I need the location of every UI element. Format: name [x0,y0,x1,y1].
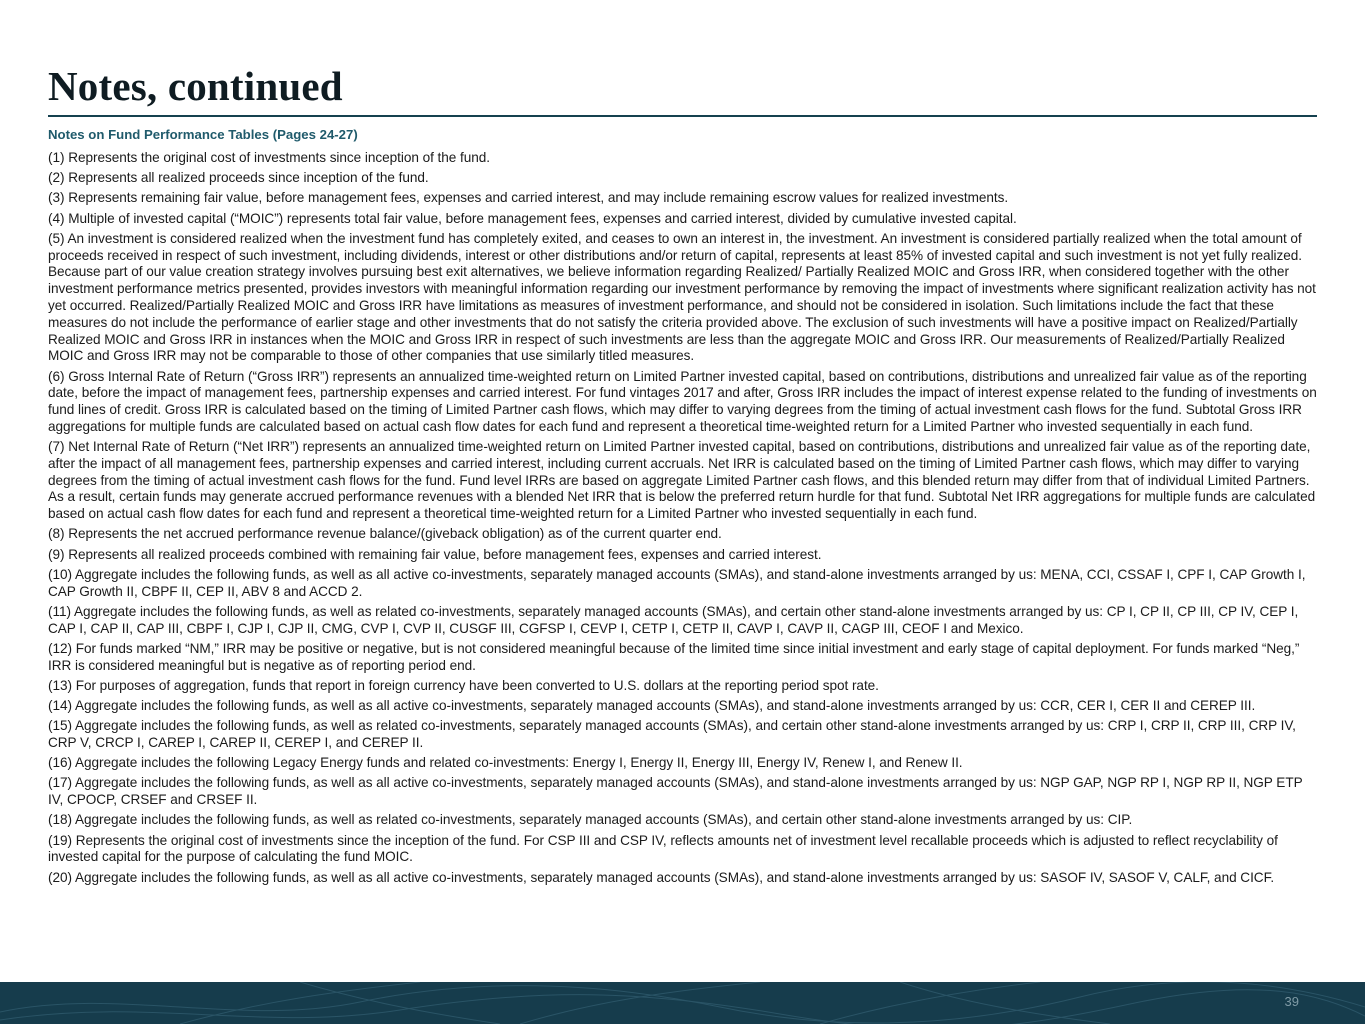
note-15: (15) Aggregate includes the following funds, as well as related co-investments, separately managed accounts (SMAs), and certain other stand-alone investments arranged by us: CRP I, CRP II, CRP III, CRP IV, CRP V, CRCP I, CAREP I, CAREP II, CEREP I, and CEREP II. [48,718,1296,750]
note-9: (9) Represents all realized proceeds combined with remaining fair value, before management fees, expenses and carried interest. [48,546,822,562]
note-11: (11) Aggregate includes the following funds, as well as related co-investments, separately managed accounts (SMAs), and certain other stand-alone investments arranged by us: CP I, CP II, CP III, CP IV, CEP I, CAP I, CAP II, CAP III, CBPF I, CJP I, CJP II, CMG, CVP I, CVP II, CUSGF III, CGFSP I, CEVP I, CETP I, CETP II, CAVP I, CAVP II, CAGP III, CEOF I and Mexico. [48,603,1299,636]
note-1: (1) Represents the original cost of investments since inception of the fund. [48,150,491,165]
note-6: (6) Gross Internal Rate of Return (“Gross IRR”) represents an annualized time-weighted return on Limited Partner invested capital, based on contributions, distributions and unrealized fair value as of the reporting date, before the impact of management fees, partnership expenses and carried interest. For fund vintages 2017 and after, Gross IRR includes the impact of interest expense related to the funding of investments on fund lines of credit. Gross IRR is calculated based on the timing of Limited Partner cash flows, which may differ to varying degrees from the timing of actual investment cash flows for the fund. Subtotal Gross IRR aggregations for multiple funds are calculated based on actual cash flow dates for each fund and represent a theoretical time-weighted return for a Limited Partner who invested sequentially in each fund. [48,368,1317,434]
note-16: (16) Aggregate includes the following Legacy Energy funds and related co-investments: Energy I, Energy II, Energy III, Energy IV, Renew I, and Renew II. [48,755,963,771]
footer-band [0,982,1365,1024]
title-divider [48,115,1317,117]
note-17: (17) Aggregate includes the following funds, as well as all active co-investments, separately managed accounts (SMAs), and stand-alone investments arranged by us: NGP GAP, NGP RP I, NGP RP II, NGP ETP IV, CPOCP, CRSEF and CRSEF II. [48,775,1303,808]
note-8: (8) Represents the net accrued performance revenue balance/(giveback obligation) as of the current quarter end. [48,526,722,542]
page-number: 39 [1284,994,1299,1009]
note-20: (20) Aggregate includes the following funds, as well as all active co-investments, separately managed accounts (SMAs), and stand-alone investments arranged by us: SASOF IV, SASOF V, CALF, and CICF. [48,869,1275,885]
note-19: (19) Represents the original cost of investments since the inception of the fund. For CSP III and CSP IV, reflects amounts net of investment level recallable proceeds which is adjusted to reflect recyclability of invested capital for the purpose of calculating the fund MOIC. [48,832,1278,865]
note-5: (5) An investment is considered realized when the investment fund has completely exited, and ceases to own an interest in, the investment. An investment is considered partially realized when the total amount of proceeds received in respect of such investment, including dividends, interest or other distributions and/or return of capital, represents at least 85% of invested capital and such investment is not yet fully realized. Because part of our value creation strategy involves pursuing best exit alternatives, we believe information regarding Realized/ Partially Realized MOIC and Gross IRR, when considered together with the other investment performance metrics presented, provides investors with meaningful information regarding our investment performance by removing the impact of investments where significant realization activity has not yet occurred. Realized/Partially Realized MOIC and Gross IRR have limitations as measures of investment performance, and should not be considered in isolation. Such limitations include the fact that these measures do not include the performance of earlier stage and other investments that do not satisfy the criteria provided above. The exclusion of such investments will have a positive impact on Realized/Partially Realized MOIC and Gross IRR in instances when the MOIC and Gross IRR in respect of such investments are less than the aggregate MOIC and Gross IRR. Our measurements of Realized/Partially Realized MOIC and Gross IRR may not be comparable to those of other companies that use similarly titled measures. [48,230,1316,364]
note-3: (3) Represents remaining fair value, before management fees, expenses and carried interest, and may include remaining escrow values for realized investments. [48,190,1009,206]
note-2: (2) Represents all realized proceeds since inception of the fund. [48,170,429,186]
note-14: (14) Aggregate includes the following funds, as well as all active co-investments, separately managed accounts (SMAs), and stand-alone investments arranged by us: CCR, CER I, CER II and CEREP III. [48,697,1256,713]
note-10: (10) Aggregate includes the following funds, as well as all active co-investments, separately managed accounts (SMAs), and stand-alone investments arranged by us: MENA, CCI, CSSAF I, CPF I, CAP Growth I, CAP Growth II, CBPF II, CEP II, ABV 8 and ACCD 2. [48,566,1306,599]
note-4: (4) Multiple of invested capital (“MOIC”) represents total fair value, before management fees, expenses and carried interest, divided by cumulative invested capital. [48,210,1017,226]
note-18: (18) Aggregate includes the following funds, as well as related co-investments, separately managed accounts (SMAs), and certain other stand-alone investments arranged by us: CIP. [48,812,1133,828]
note-13: (13) For purposes of aggregation, funds that report in foreign currency have been converted to U.S. dollars at the reporting period spot rate. [48,677,879,693]
note-7: (7) Net Internal Rate of Return (“Net IRR”) represents an annualized time-weighted return on Limited Partner invested capital, based on contributions, distributions and unrealized fair value as of the reporting date, after the impact of all management fees, partnership expenses and carried interest, including current accruals. Net IRR is calculated based on the timing of Limited Partner cash flows, which may differ to varying degrees from the timing of actual investment cash flows for the fund. Fund level IRRs are based on aggregate Limited Partner cash flows, and this blended return may differ from that of individual Limited Partners. As a result, certain funds may generate accrued performance revenues with a blended Net IRR that is below the preferred return hurdle for that fund. Subtotal Net IRR aggregations for multiple funds are calculated based on actual cash flow dates for each fund and represent a theoretical time-weighted return for a Limited Partner who invested sequentially in each fund. [48,439,1316,522]
page-title: Notes, continued [48,63,343,109]
footer-wave-pattern [0,982,1365,1024]
section-heading: Notes on Fund Performance Tables (Pages 24-27) [48,127,358,142]
notes-list [48,150,1318,890]
note-12: (12) For funds marked “NM,” IRR may be positive or negative, but is not considered meaningful because of the limited time since initial investment and early stage of capital deployment. For funds marked “Neg,” IRR is considered meaningful but is negative as of reporting period end. [48,640,1300,673]
